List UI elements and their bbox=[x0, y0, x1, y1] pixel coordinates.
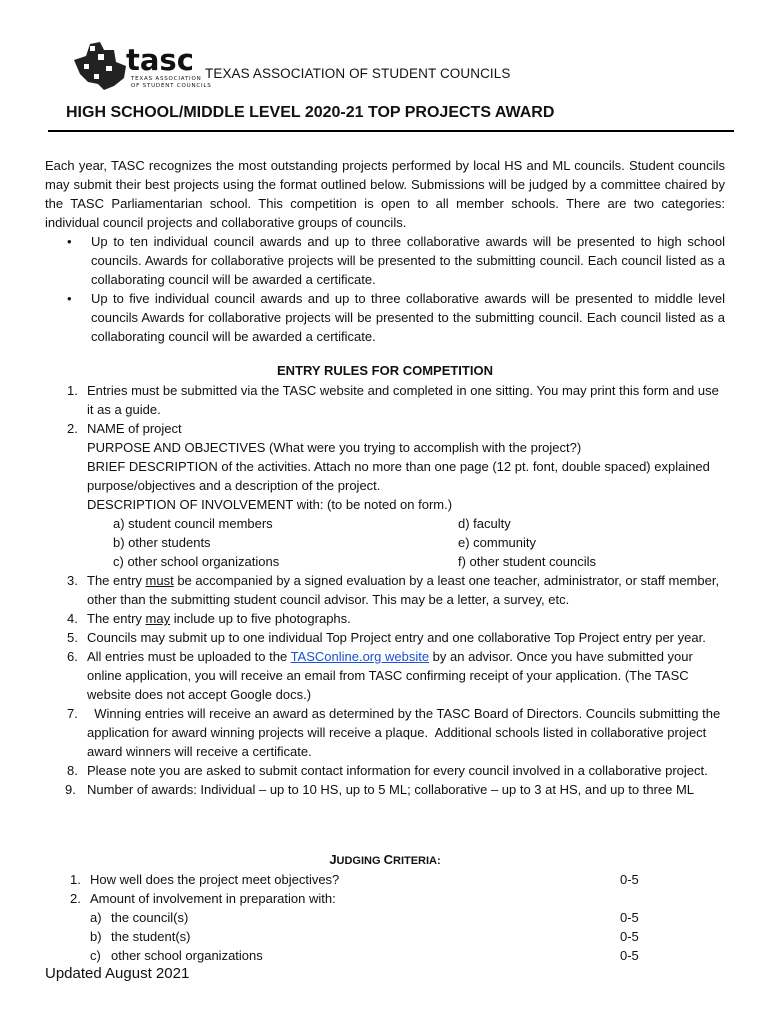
entry-rules-heading: ENTRY RULES FOR COMPETITION bbox=[277, 363, 493, 378]
criterion-score: 0-5 bbox=[620, 929, 639, 944]
judging-criteria-heading: JUDGING CRITERIA: bbox=[329, 852, 441, 867]
category-bullets bbox=[45, 232, 725, 346]
judging-criteria-list bbox=[45, 870, 665, 965]
bullet-item: • Up to ten individual council awards and up to three collaborative awards will be presented to high school councils. Awards for collaborative projects will be presented to the submitting council. Each council listed as a collaborating council will be awarded a certificate. bbox=[67, 234, 725, 287]
intro-section bbox=[45, 156, 725, 346]
title-divider bbox=[48, 130, 734, 132]
logo-wordmark: tasc bbox=[126, 43, 194, 77]
logo-subtext-1: TEXAS ASSOCIATION bbox=[131, 76, 202, 82]
bullet-icon: • bbox=[67, 291, 72, 306]
rule-5: 5. Councils may submit up to one individual Top Project entry and one collaborative Top Project entry per year. bbox=[67, 630, 706, 645]
criterion-sub-row: c) other school organizations 0-5 bbox=[45, 946, 665, 965]
involvement-item: d) faculty bbox=[458, 516, 511, 531]
rule-2-line: BRIEF DESCRIPTION of the activities. Attach no more than one page (12 pt. font, double spaced) explained purpose/objectives and a description of the project. bbox=[87, 459, 710, 493]
criterion-sub-row: a) the council(s) 0-5 bbox=[45, 908, 665, 927]
entry-rules-list bbox=[45, 381, 725, 799]
rule-6: 6. All entries must be uploaded to the TASConline.org website by an advisor. Once you have submitted your online application, you will receive an email from TASC confirming receipt of your application. (The TASC website does not accept Google docs.) bbox=[67, 649, 693, 702]
organization-name: TEXAS ASSOCIATION OF STUDENT COUNCILS bbox=[205, 66, 511, 81]
criterion-row: 1. How well does the project meet objectives? 0-5 bbox=[45, 870, 665, 889]
criterion-score: 0-5 bbox=[620, 872, 639, 887]
involvement-list bbox=[113, 514, 725, 571]
rule-2-line: DESCRIPTION OF INVOLVEMENT with: (to be noted on form.) bbox=[87, 497, 453, 512]
bullet-icon: • bbox=[67, 234, 72, 249]
rule-1: 1. Entries must be submitted via the TASC website and completed in one sitting. You may print this form and use it as a guide. bbox=[67, 383, 719, 417]
rule-9: 9. Number of awards: Individual – up to 10 HS, up to 5 ML; collaborative – up to 3 at HS, and up to three ML bbox=[65, 782, 695, 797]
rule-4: 4. The entry may include up to five photographs. bbox=[67, 611, 351, 626]
involvement-item: a) student council members bbox=[113, 516, 273, 531]
involvement-item: c) other school organizations bbox=[113, 554, 280, 569]
rule-2-line: PURPOSE AND OBJECTIVES (What were you trying to accomplish with the project?) bbox=[87, 440, 582, 455]
criterion-row: 2. Amount of involvement in preparation with: bbox=[70, 891, 336, 906]
rule-3: 3. The entry must be accompanied by a signed evaluation by a least one teacher, administrator, or staff member, other than the submitting student council advisor. This may be a letter, a survey, etc. bbox=[67, 573, 720, 607]
intro-paragraph: Each year, TASC recognizes the most outstanding projects performed by local HS and ML councils. Student councils may submit their best projects using the format outlined below. Submissions will be judged by a committee chaired by the TASC Parliamentarian school. This competition is open to all member schools. There are two categories: individual council projects and collaborative groups of councils. bbox=[45, 158, 725, 230]
involvement-item: f) other student councils bbox=[458, 554, 597, 569]
criterion-score: 0-5 bbox=[620, 948, 639, 963]
involvement-item: b) other students bbox=[113, 535, 211, 550]
rule-8: 8. Please note you are asked to submit contact information for every council involved in a collaborative project. bbox=[67, 763, 708, 778]
updated-date: Updated August 2021 bbox=[45, 965, 190, 982]
involvement-item: e) community bbox=[458, 535, 537, 550]
bullet-item: • Up to five individual council awards and up to three collaborative awards will be presented to middle level councils Awards for collaborative projects will be presented to the submitting council. Each council listed as a collaborating council will be awarded a certificate. bbox=[67, 291, 725, 344]
rule-2-line: NAME of project bbox=[87, 421, 182, 436]
tasc-logo bbox=[70, 36, 212, 94]
criterion-sub-row: b) the student(s) 0-5 bbox=[45, 927, 665, 946]
page-title: HIGH SCHOOL/MIDDLE LEVEL 2020-21 TOP PROJECTS AWARD bbox=[66, 104, 555, 121]
tasconline-link[interactable]: TASConline.org website bbox=[290, 649, 430, 664]
rule-7: 7. Winning entries will receive an award as determined by the TASC Board of Directors. Councils submitting the application for award winning projects will receive a plaque. Additional schools listed in collaborative project award winners will receive a certificate. bbox=[67, 706, 724, 759]
rule-2: 2. NAME of project PURPOSE AND OBJECTIVES (What were you trying to accomplish with the project?) BRIEF DESCRIPTION of the activities. Attach no more than one page (12 pt. font, double spaced) explained purpose/objectives and a description of the project. DESCRIPTION OF INVOLVEMENT with: (to be noted on form.) a) student council members d) faculty b) other students e) community c) other school organizations f) other student councils bbox=[45, 419, 725, 571]
criterion-score: 0-5 bbox=[620, 910, 639, 925]
logo-subtext-2: OF STUDENT COUNCILS bbox=[131, 83, 212, 89]
